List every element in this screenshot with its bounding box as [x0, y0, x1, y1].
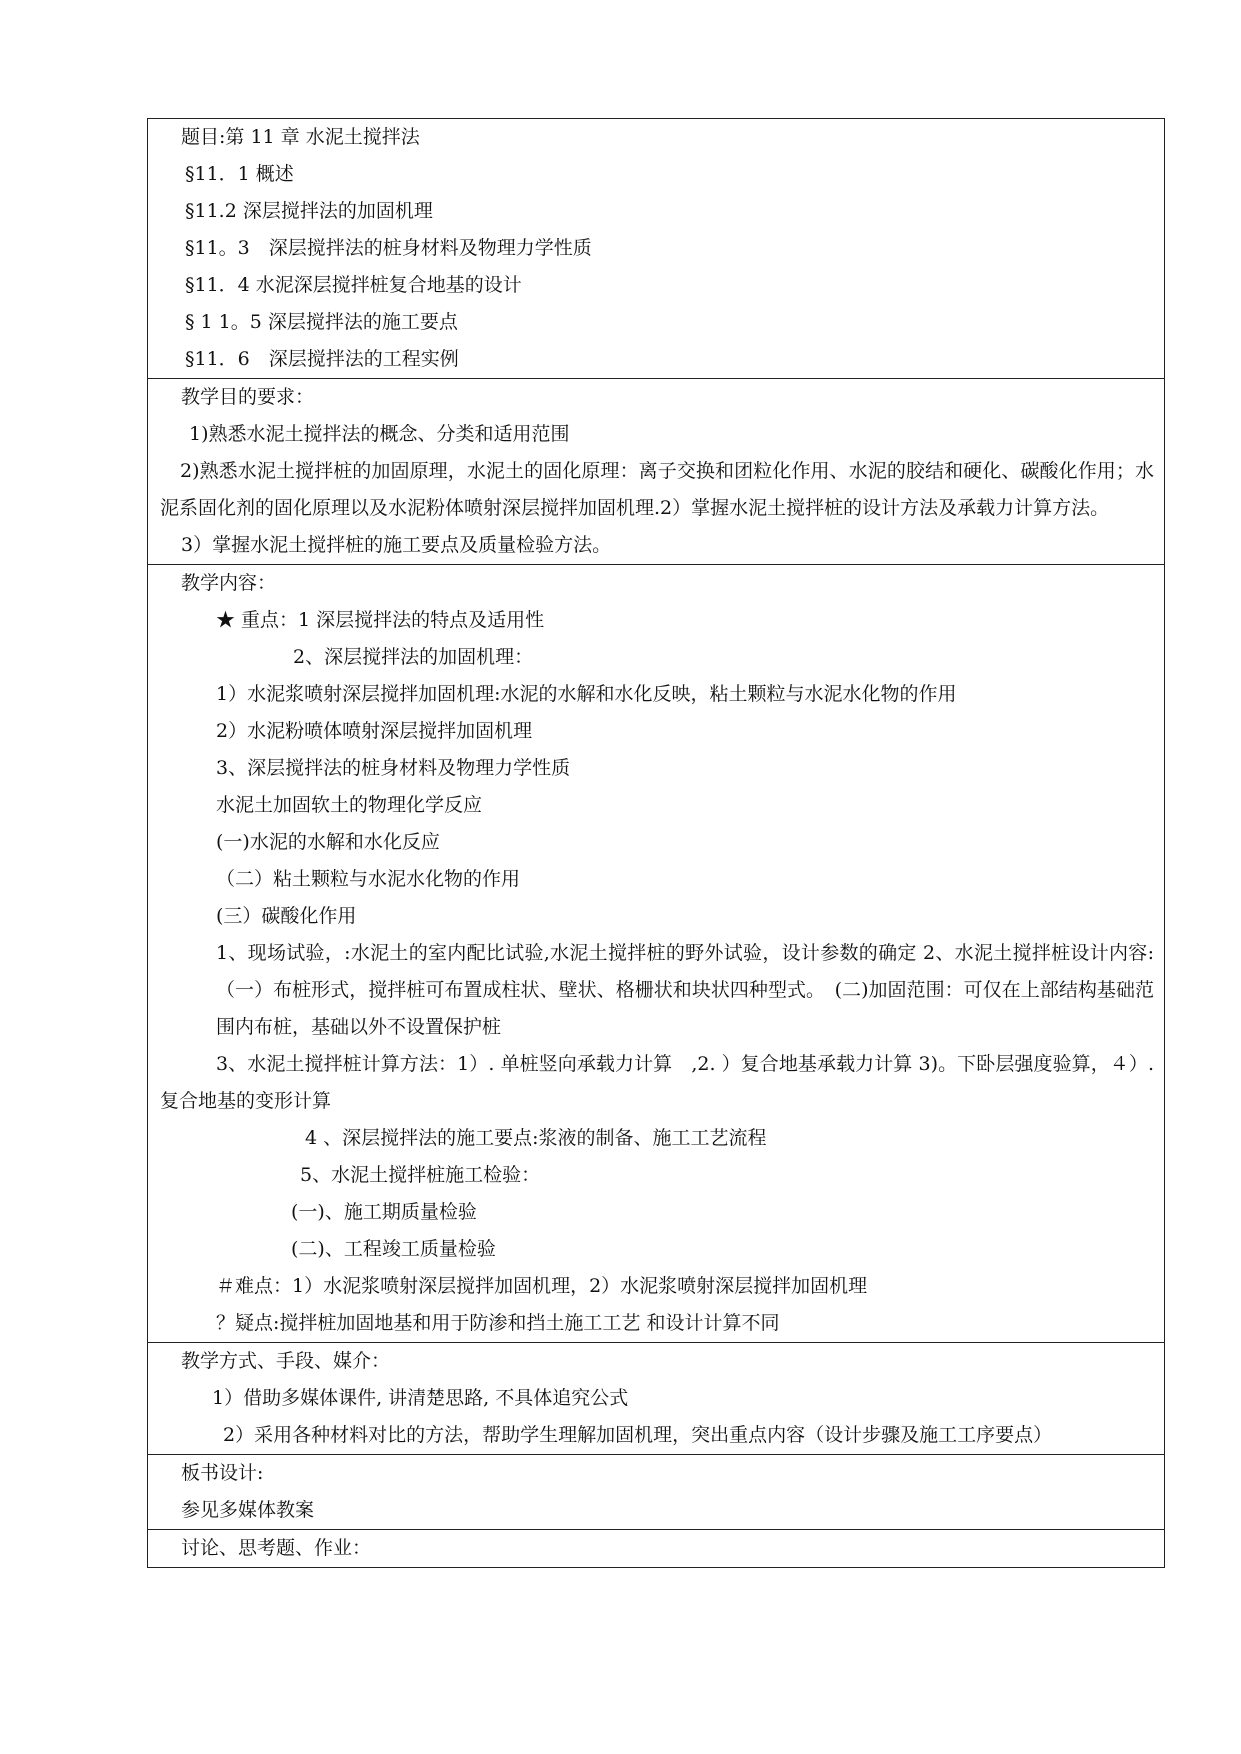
section-item: §11．6 深层搅拌法的工程实例 — [185, 348, 459, 370]
board-cell — [148, 1454, 1164, 1529]
section-item: §11．4 水泥深层搅拌桩复合地基的设计 — [185, 274, 522, 296]
content-line: (二)、工程竣工质量检验 — [291, 1238, 496, 1260]
section-item: §11。3 深层搅拌法的桩身材料及物理力学性质 — [185, 237, 592, 259]
objective-item: 3）掌握水泥土搅拌桩的施工要点及质量检验方法。 — [181, 534, 612, 556]
content-line: (三）碳酸化作用 — [216, 905, 357, 927]
methods-cell — [148, 1342, 1164, 1454]
board-heading: 板书设计: — [181, 1462, 264, 1484]
discussion-cell — [148, 1529, 1164, 1567]
objectives-heading: 教学目的要求： — [181, 386, 315, 408]
content-heading: 教学内容： — [181, 572, 277, 594]
method-item: 2）采用各种材料对比的方法，帮助学生理解加固机理，突出重点内容（设计步骤及施工工序要点） — [223, 1424, 1053, 1446]
topic-cell — [148, 119, 1164, 378]
methods-heading: 教学方式、手段、媒介： — [181, 1350, 391, 1372]
discussion-heading: 讨论、思考题、作业： — [181, 1537, 372, 1559]
board-text: 参见多媒体教案 — [181, 1499, 315, 1521]
content-line: 1）水泥浆喷射深层搅拌加固机理:水泥的水解和水化反映，粘土颗粒与水泥水化物的作用 — [216, 683, 957, 705]
content-line: （二）粘土颗粒与水泥水化物的作用 — [216, 868, 521, 890]
key-point: ★ 重点：1 深层搅拌法的特点及适用性 — [216, 609, 545, 631]
objective-item: 2)熟悉水泥土搅拌桩的加固原理，水泥土的固化原理：离子交换和团粒化作用、水泥的胶结和硬化、碳酸化作用；水泥系固化剂的固化原理以及水泥粉体喷射深层搅拌加固机理.2）掌握水泥土搅拌桩的设计方法及承载力计算方法。 — [160, 460, 1154, 519]
objective-item: 1)熟悉水泥土搅拌法的概念、分类和适用范围 — [189, 423, 570, 445]
difficult-point: ＃难点：1）水泥浆喷射深层搅拌加固机理，2）水泥浆喷射深层搅拌加固机理 — [216, 1275, 868, 1297]
section-item: §11．1 概述 — [185, 163, 294, 185]
topic-title: 题目:第 11 章 水泥土搅拌法 — [181, 126, 420, 148]
content-line: 水泥土加固软土的物理化学反应 — [216, 794, 483, 816]
content-line: 5、水泥土搅拌桩施工检验： — [300, 1164, 541, 1186]
section-item: §11.2 深层搅拌法的加固机理 — [185, 200, 433, 222]
content-line: 3、深层搅拌法的桩身材料及物理力学性质 — [216, 757, 571, 779]
content-paragraph: 1、现场试验，:水泥土的室内配比试验,水泥土搅拌桩的野外试验，设计参数的确定 2、水泥土搅拌桩设计内容:（一）布桩形式，搅拌桩可布置成柱状、壁状、格栅状和块状四种型式。 (二)加固范围：可仅在上部结构基础范围内布桩，基础以外不设置保护桩 — [216, 942, 1154, 1038]
content-line: 2）水泥粉喷体喷射深层搅拌加固机理 — [216, 720, 533, 742]
content-line: (一)、施工期质量检验 — [291, 1201, 477, 1223]
section-item: § 1 1。5 深层搅拌法的施工要点 — [185, 311, 458, 333]
lesson-plan-table — [147, 118, 1165, 1568]
objectives-cell — [148, 378, 1164, 564]
content-paragraph: 3、水泥土搅拌桩计算方法：1）. 单桩竖向承载力计算 ,2. ）复合地基承载力计算 3)。下卧层强度验算，４）. 复合地基的变形计算 — [160, 1053, 1154, 1112]
content-line: (一)水泥的水解和水化反应 — [216, 831, 440, 853]
content-line: 2、深层搅拌法的加固机理： — [293, 646, 534, 668]
content-line: 4 、深层搅拌法的施工要点:浆液的制备、施工工艺流程 — [305, 1127, 767, 1149]
method-item: 1）借助多媒体课件, 讲清楚思路, 不具体追究公式 — [212, 1387, 629, 1409]
content-cell — [148, 564, 1164, 1342]
doubt-point: ？疑点:搅拌桩加固地基和用于防渗和挡土施工工艺 和设计计算不同 — [216, 1312, 780, 1334]
